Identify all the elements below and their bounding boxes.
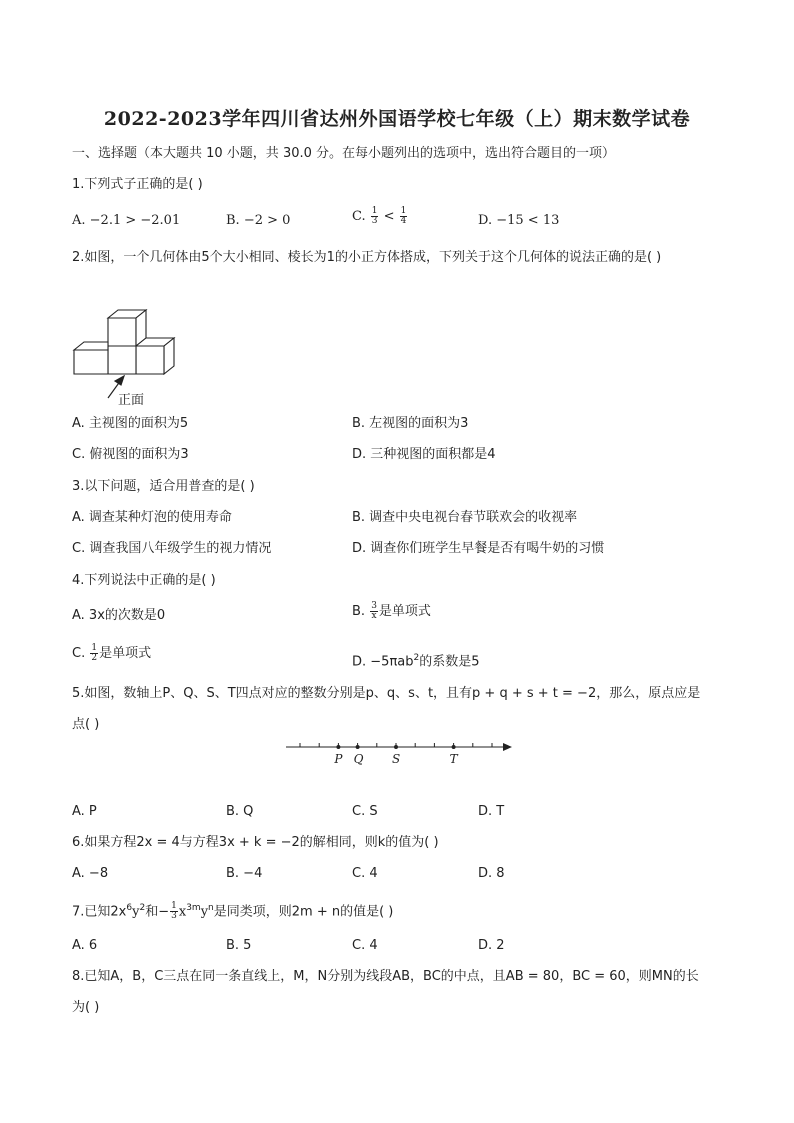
q2-option-b[interactable]: B. 左视图的面积为3	[352, 416, 469, 431]
q1-option-c[interactable]	[352, 207, 408, 227]
q1-c-num1: 1	[371, 206, 378, 216]
point-t-label: T	[449, 752, 458, 766]
number-line	[282, 736, 514, 770]
front-view-arrowhead	[115, 376, 124, 385]
top-cube-front	[108, 318, 136, 346]
q5-option-a[interactable]: A. P	[72, 804, 97, 819]
q3-option-d[interactable]: D. 调查你们班学生早餐是否有喝牛奶的习惯	[352, 541, 605, 556]
q4-b-tail: 是单项式	[378, 604, 431, 619]
q4-b-num: 3	[371, 601, 377, 611]
q6-option-c[interactable]: C. 4	[352, 866, 378, 881]
q1-c-fraction-1	[371, 207, 379, 226]
q7-exp3: 3m	[186, 903, 201, 913]
q4-option-d[interactable]	[352, 648, 480, 672]
point-p-dot	[336, 745, 340, 749]
question-5-stem-line1: 5.如图，数轴上P、Q、S、T四点对应的整数分别是p、q、s、t，且有p + q + s + t = −2，那么，原点应是	[72, 686, 701, 701]
exam-title: 2022-2023学年四川省达州外国语学校七年级（上）期末数学试卷	[103, 108, 691, 130]
q7-exp2: 2	[139, 903, 146, 913]
q2-option-c[interactable]: C. 俯视图的面积为3	[72, 447, 189, 462]
question-8-stem-line1: 8.已知A，B，C三点在同一条直线上，M，N分别为线段AB，BC的中点，且AB = 80，BC = 60，则MN的长	[72, 969, 699, 984]
question-2-stem: 2.如图，一个几何体由5个大小相同、棱长为1的小正方体搭成，下列关于这个几何体的说法正确的是( )	[72, 250, 662, 265]
q4-option-b[interactable]	[352, 602, 431, 622]
q1-c-label: C.	[352, 209, 370, 224]
number-line-arrowhead	[503, 743, 512, 751]
q1-option-b[interactable]: B. −2 > 0	[226, 213, 291, 228]
q7-pre: 7.已知2x	[72, 904, 127, 920]
q2-option-d[interactable]: D. 三种视图的面积都是4	[352, 447, 496, 462]
q3-option-a[interactable]: A. 调查某种灯泡的使用寿命	[72, 510, 232, 525]
point-q-label: Q	[353, 752, 364, 766]
q7-var-x2: x	[178, 904, 187, 920]
q7-exp4: n	[208, 903, 214, 913]
question-1-stem: 1.下列式子正确的是( )	[72, 177, 203, 192]
q4-d-exponent: 2	[413, 653, 420, 663]
q7-fraction	[170, 902, 178, 921]
q2-option-a[interactable]: A. 主视图的面积为5	[72, 416, 189, 431]
q6-option-d[interactable]: D. 8	[478, 866, 505, 881]
q4-c-tail: 是单项式	[99, 646, 152, 661]
q7-var-y2: y	[200, 904, 209, 920]
q4-b-label: B.	[352, 604, 370, 619]
q7-var-y1: y	[132, 904, 140, 920]
q7-option-d[interactable]: D. 2	[478, 938, 505, 953]
q6-option-a[interactable]: A. −8	[72, 866, 109, 881]
point-s-dot	[394, 745, 398, 749]
question-5-stem-line2: 点( )	[72, 717, 100, 732]
left-cube-front	[74, 350, 108, 374]
q1-option-a[interactable]: A. −2.1 > −2.01	[72, 213, 181, 228]
q5-option-c[interactable]: C. S	[352, 804, 378, 819]
q5-option-b[interactable]: B. Q	[226, 804, 254, 819]
q6-option-b[interactable]: B. −4	[226, 866, 263, 881]
q7-exp1: 6	[126, 903, 133, 913]
q5-option-d[interactable]: D. T	[478, 804, 505, 819]
q4-d-pre: D. −5πab	[352, 654, 414, 670]
q1-c-den2: 4	[400, 216, 407, 226]
q7-fnum: 1	[171, 901, 177, 912]
q7-option-b[interactable]: B. 5	[226, 938, 252, 953]
point-s-label: S	[392, 752, 401, 766]
q4-c-fraction	[90, 644, 98, 663]
q1-option-d[interactable]: D. −15 < 13	[478, 213, 560, 228]
q4-c-den: 2	[91, 653, 98, 663]
question-6-stem: 6.如果方程2x = 4与方程3x + k = −2的解相同，则k的值为( )	[72, 835, 439, 850]
q7-tail: 是同类项，则2m + n的值是( )	[213, 904, 394, 920]
q4-option-a[interactable]: A. 3x的次数是0	[72, 608, 166, 623]
left-cube-top	[74, 342, 108, 350]
q1-c-den1: 3	[371, 216, 378, 226]
q1-c-relation: <	[379, 209, 399, 224]
q7-option-c[interactable]: C. 4	[352, 938, 378, 953]
point-t-dot	[452, 745, 456, 749]
q4-c-label: C.	[72, 646, 90, 661]
front-view-label: 正面	[118, 393, 145, 408]
q1-c-num2: 1	[400, 206, 407, 216]
q4-b-fraction	[370, 602, 378, 621]
q7-fden: 3	[171, 911, 177, 922]
middle-cube-front	[108, 346, 136, 374]
q7-option-a[interactable]: A. 6	[72, 938, 98, 953]
section-heading: 一、选择题（本大题共 10 小题，共 30.0 分。在每小题列出的选项中，选出符合题目的一项）	[72, 146, 616, 161]
point-p-label: P	[334, 752, 343, 766]
q3-option-b[interactable]: B. 调查中央电视台春节联欢会的收视率	[352, 510, 578, 525]
right-cube-front	[136, 346, 164, 374]
q4-option-c[interactable]	[72, 644, 151, 664]
q1-c-fraction-2	[400, 207, 408, 226]
question-4-stem: 4.下列说法中正确的是( )	[72, 573, 216, 588]
cube-figure	[70, 306, 180, 412]
q4-b-den: x	[371, 611, 377, 621]
q4-c-num: 1	[91, 643, 98, 653]
question-7-stem	[72, 898, 393, 922]
point-q-dot	[356, 745, 360, 749]
q3-option-c[interactable]: C. 调查我国八年级学生的视力情况	[72, 541, 272, 556]
question-3-stem: 3.以下问题，适合用普查的是( )	[72, 479, 255, 494]
q7-mid: 和−	[145, 904, 170, 920]
question-8-stem-line2: 为( )	[72, 1000, 100, 1015]
q4-d-tail: 的系数是5	[419, 654, 480, 670]
